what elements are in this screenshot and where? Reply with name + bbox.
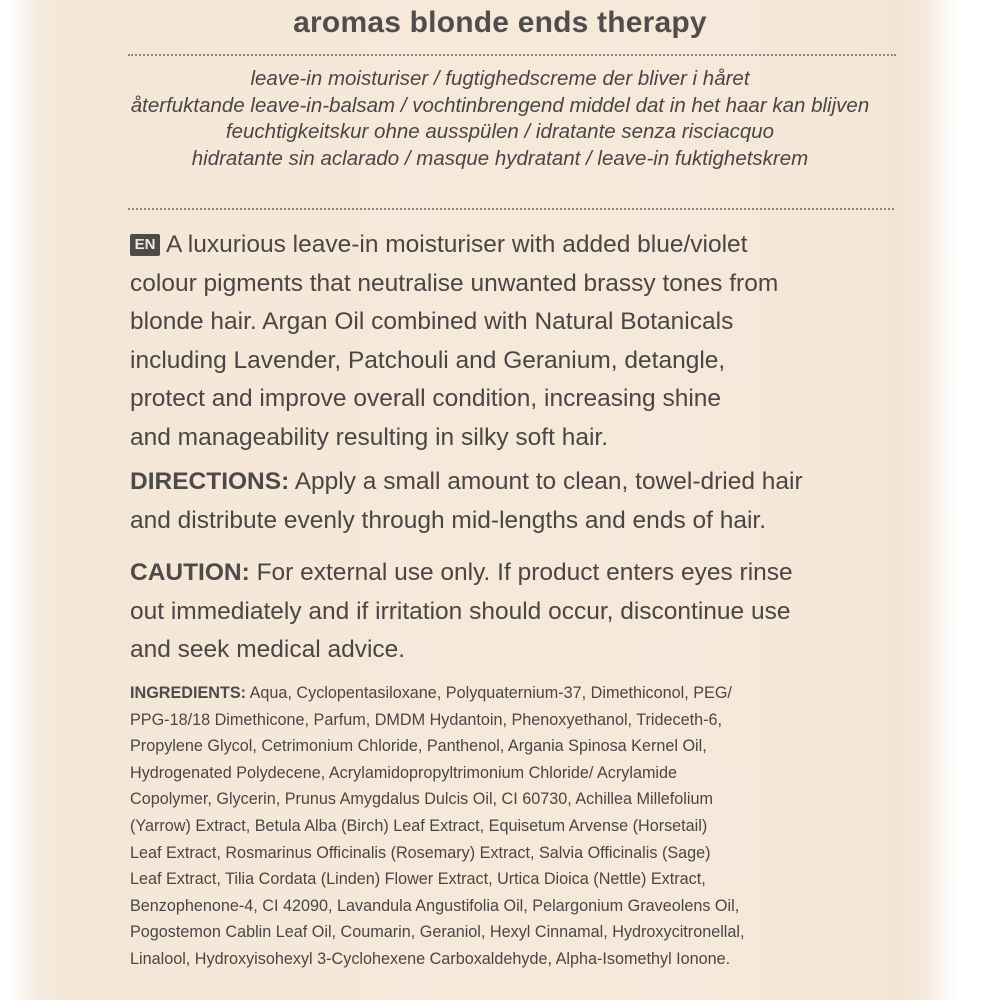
ingredients-line: Leaf Extract, Tilia Cordata (Linden) Flower Extract, Urtica Dioica (Nettle) Extract, xyxy=(130,870,706,889)
tube-edge-left xyxy=(0,0,40,1000)
subtitle-line: återfuktande leave-in-balsam / vochtinbrengend middel dat in het haar kan blijven xyxy=(130,93,870,117)
ingredients-line: (Yarrow) Extract, Betula Alba (Birch) Leaf Extract, Equisetum Arvense (Horsetail) xyxy=(130,816,708,835)
dotted-divider-top xyxy=(128,54,896,56)
subtitle-line: feuchtigkeitskur ohne ausspülen / idratante senza risciacquo xyxy=(225,120,775,143)
language-badge-en: EN xyxy=(130,234,160,256)
description-line: protect and improve overall condition, increasing shine xyxy=(130,385,722,412)
description-line: and manageability resulting in silky soft hair. xyxy=(130,423,609,451)
ingredients-line: Pogostemon Cablin Leaf Oil, Coumarin, Geraniol, Hexyl Cinnamal, Hydroxycitronellal, xyxy=(130,923,745,942)
directions-label: DIRECTIONS: xyxy=(130,468,290,495)
subtitle-line: leave-in moisturiser / fugtighedscreme der bliver i håret xyxy=(250,67,750,90)
caution-line xyxy=(130,554,900,593)
caution-line: and seek medical advice. xyxy=(130,636,406,663)
description-line: colour pigments that neutralise unwanted brassy tones from xyxy=(130,269,779,297)
directions-text: Apply a small amount to clean, towel-dried hair xyxy=(289,468,803,495)
subtitle-line: hidratante sin aclarado / masque hydratant / leave-in fuktighetskrem xyxy=(191,146,809,170)
ingredients-line xyxy=(130,680,900,707)
dotted-divider-bottom xyxy=(128,208,894,210)
description-line: including Lavender, Patchouli and Geranium, detangle, xyxy=(130,346,726,374)
ingredients-label: INGREDIENTS: xyxy=(130,684,247,702)
tube-edge-right xyxy=(930,0,1000,1000)
description-line xyxy=(130,226,900,265)
directions-paragraph xyxy=(130,463,900,540)
ingredients-text: Aqua, Cyclopentasiloxane, Polyquaternium-37, Dimethiconol, PEG/ xyxy=(246,684,732,702)
caution-label: CAUTION: xyxy=(130,559,250,586)
ingredients-line: Copolymer, Glycerin, Prunus Amygdalus Dulcis Oil, CI 60730, Achillea Millefolium xyxy=(130,790,713,809)
description-paragraph xyxy=(130,226,900,457)
ingredients-line: Leaf Extract, Rosmarinus Officinalis (Rosemary) Extract, Salvia Officinalis (Sage) xyxy=(130,843,711,862)
ingredients-line: Hydrogenated Polydecene, Acrylamidopropyltrimonium Chloride/ Acrylamide xyxy=(130,763,678,782)
translated-subtitles xyxy=(100,66,900,172)
caution-text: For external use only. If product enters eyes rinse xyxy=(249,559,793,586)
product-title: aromas blonde ends therapy xyxy=(293,6,707,39)
ingredients-line: Propylene Glycol, Cetrimonium Chloride, Panthenol, Argania Spinosa Kernel Oil, xyxy=(130,737,707,756)
caution-line: out immediately and if irritation should occur, discontinue use xyxy=(130,597,791,625)
directions-line xyxy=(130,463,900,502)
directions-line: and distribute evenly through mid-lengths and ends of hair. xyxy=(130,506,767,534)
ingredients-list xyxy=(130,680,900,973)
caution-paragraph xyxy=(130,554,900,670)
ingredients-line: PPG-18/18 Dimethicone, Parfum, DMDM Hydantoin, Phenoxyethanol, Trideceth-6, xyxy=(130,710,723,729)
ingredients-line: Benzophenone-4, CI 42090, Lavandula Angustifolia Oil, Pelargonium Graveolens Oil, xyxy=(130,896,740,915)
ingredients-line: Linalool, Hydroxyisohexyl 3-Cyclohexene Carboxaldehyde, Alpha-Isomethyl Ionone. xyxy=(130,949,731,968)
description-text: A luxurious leave-in moisturiser with added blue/violet xyxy=(166,231,748,258)
description-line: blonde hair. Argan Oil combined with Natural Botanicals xyxy=(130,308,734,335)
